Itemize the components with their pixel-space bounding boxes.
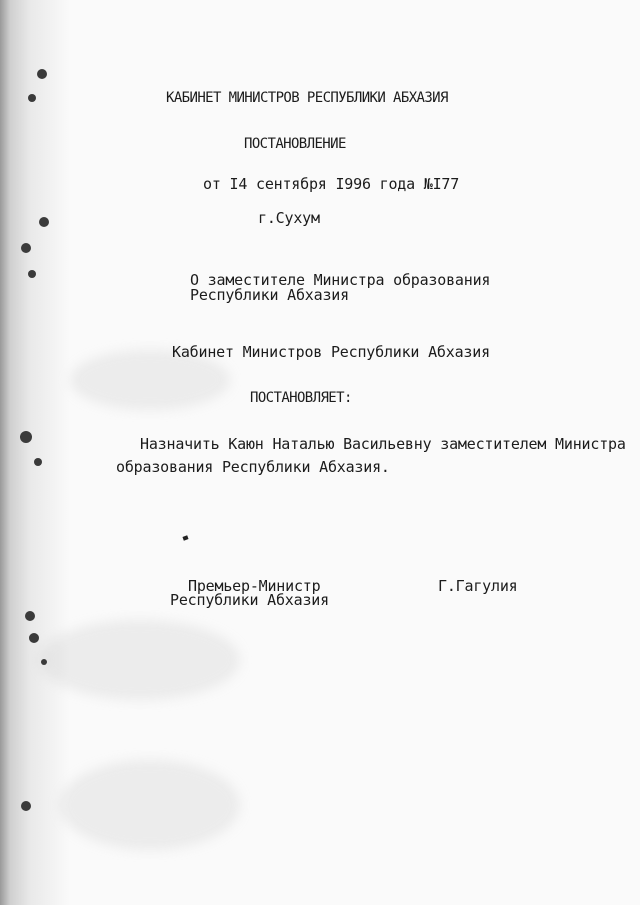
smudge-3	[60, 760, 240, 850]
body-line-2: образования Республики Абхазия.	[116, 458, 390, 476]
document-type: ПОСТАНОВЛЕНИЕ	[244, 136, 346, 152]
preamble-text: Кабинет Министров Республики Абхазия	[172, 343, 490, 361]
signature-title-line-1: Премьер-Министр	[188, 577, 321, 595]
document-city: г.Сухум	[258, 209, 320, 227]
signature-name: Г.Гагулия	[438, 577, 518, 595]
signature-title-line-2: Республики Абхазия	[170, 591, 329, 609]
document-date-number: от I4 сентября I996 года №I77	[203, 175, 460, 193]
smudge-2	[40, 620, 240, 700]
body-line-1: Назначить Каюн Наталью Васильевну заместителем Министра	[140, 435, 626, 453]
ink-speck	[182, 535, 188, 540]
subject-line-2: Республики Абхазия	[190, 286, 349, 304]
binding-holes	[0, 0, 70, 905]
subject-line-1: О заместителе Министра образования	[190, 271, 491, 289]
decree-word: ПОСТАНОВЛЯЕТ:	[250, 390, 352, 406]
issuer-heading: КАБИНЕТ МИНИСТРОВ РЕСПУБЛИКИ АБХАЗИЯ	[166, 90, 448, 106]
